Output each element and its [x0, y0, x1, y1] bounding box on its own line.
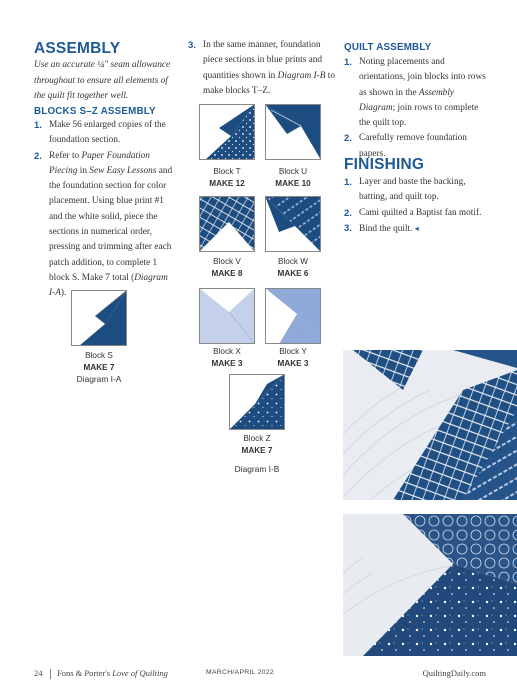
diagram-ia-label: Diagram I-A [76, 374, 122, 384]
step-number: 2. [34, 150, 42, 162]
step-text: Cami quilted a Baptist fan motif. [359, 207, 482, 218]
quilt-detail-photo-1 [343, 350, 517, 500]
block-w-caption [248, 256, 338, 279]
block-z-caption [212, 433, 302, 456]
block-x-name: Block X [213, 347, 241, 356]
step-text-mid: in [77, 165, 90, 176]
blocks-sz-steps [34, 118, 176, 302]
block-t-diagram [199, 104, 255, 160]
block-x-make: MAKE 3 [211, 358, 243, 368]
step-text: Bind the quilt. [359, 223, 413, 234]
block-t-name: Block T [213, 167, 241, 176]
step-number: 2. [344, 133, 352, 145]
block-t-make: MAKE 12 [209, 178, 245, 188]
block-v-name: Block V [213, 257, 241, 266]
block-u-make: MAKE 10 [275, 178, 311, 188]
block-y-diagram [265, 288, 321, 344]
step-number: 1. [34, 120, 42, 131]
reference-diagram-ib: Diagram I-B [277, 70, 326, 81]
website-link[interactable]: QuiltingDaily.com [422, 668, 486, 678]
step-number: 3. [188, 40, 196, 51]
finishing-step-2 [344, 206, 490, 221]
footer-divider [50, 669, 51, 679]
block-w-make: MAKE 6 [277, 268, 309, 278]
step-number: 2. [344, 207, 352, 219]
step-text-post: ; join rows to complete the quilt top. [359, 102, 479, 129]
block-v-diagram [199, 196, 255, 252]
diagram-ib-label: Diagram I-B [234, 464, 280, 474]
block-u-diagram [265, 104, 321, 160]
step-text-pre: In the same manner, foundation piece sections in blue prints and quantities shown in [203, 40, 323, 81]
magazine-name-pre: Fons & Porter's [57, 668, 113, 678]
quilt-assembly-steps [344, 55, 490, 162]
quilt-assembly-step-1 [344, 55, 490, 131]
step-text-post: and the foundation section for color placement. Using blue print #1 and the white solid, piece the sections in numerical order, pressing and trimming after each patch addition, to complete 1 block S. Make 7 total ( [49, 165, 173, 283]
end-mark-icon: ◂ [414, 223, 419, 233]
quilt-detail-photo-2 [343, 514, 517, 656]
reference-paper-foundation-piecing: Paper Foundation Piecing [49, 150, 150, 176]
assembly-intro: Use an accurate ¼" seam allowance throughout to ensure all elements of the quilt fit together well. [34, 60, 171, 101]
block-x-diagram [199, 288, 255, 344]
block-z-name: Block Z [243, 434, 271, 443]
blocks-sz-heading: BLOCKS S–Z ASSEMBLY [34, 106, 156, 117]
finishing-steps [344, 175, 490, 237]
block-s-diagram [71, 290, 127, 346]
block-v-make: MAKE 8 [211, 268, 243, 278]
finishing-step-1 [344, 175, 490, 206]
issue-date: MARCH/APRIL 2022 [206, 669, 275, 676]
page-number: 24 [34, 668, 43, 678]
step-number: 1. [344, 177, 352, 188]
reference-assembly-diagram: Assembly Diagram [359, 87, 455, 113]
step-text-post: to make blocks T–Z. [203, 70, 335, 96]
block-s-caption [54, 350, 144, 373]
finishing-step-3 [344, 221, 490, 237]
block-w-diagram [265, 196, 321, 252]
block-s-make: MAKE 7 [83, 362, 115, 372]
block-z-diagram [229, 374, 285, 430]
magazine-name-italic: Love of Quilting [112, 668, 168, 678]
block-y-make: MAKE 3 [277, 358, 309, 368]
step-number: 1. [344, 57, 352, 68]
quilt-assembly-heading: QUILT ASSEMBLY [344, 42, 432, 53]
block-u-name: Block U [278, 167, 308, 176]
magazine-name [57, 668, 168, 678]
step-text-pre: Refer to [49, 150, 82, 161]
step-3 [188, 38, 338, 99]
block-y-name: Block Y [279, 347, 307, 356]
step-3-list [188, 38, 338, 99]
block-z-make: MAKE 7 [241, 445, 273, 455]
reference-sew-easy-lessons: Sew Easy Lessons [89, 165, 157, 176]
reference-diagram-ia: Diagram I-A [49, 272, 168, 299]
block-y-caption [248, 346, 338, 369]
step-text-end: ). [60, 288, 67, 299]
block-s-name: Block S [85, 351, 113, 360]
assembly-heading: ASSEMBLY [34, 40, 121, 57]
block-u-caption [248, 166, 338, 189]
step-text: Layer and baste the backing, batting, and quilt top. [359, 177, 466, 203]
page-footer [34, 668, 486, 682]
step-text: Carefully remove foundation papers. [359, 133, 467, 159]
step-text: Make 56 enlarged copies of the foundation section. [49, 120, 166, 146]
step-text-pre: Noting placements and orientations, join blocks into rows as shown in the [359, 57, 486, 98]
blocks-sz-step-1 [34, 118, 176, 149]
step-number: 3. [344, 222, 352, 234]
block-w-name: Block W [277, 257, 309, 266]
blocks-sz-step-2 [34, 149, 176, 302]
finishing-heading: FINISHING [344, 156, 425, 173]
